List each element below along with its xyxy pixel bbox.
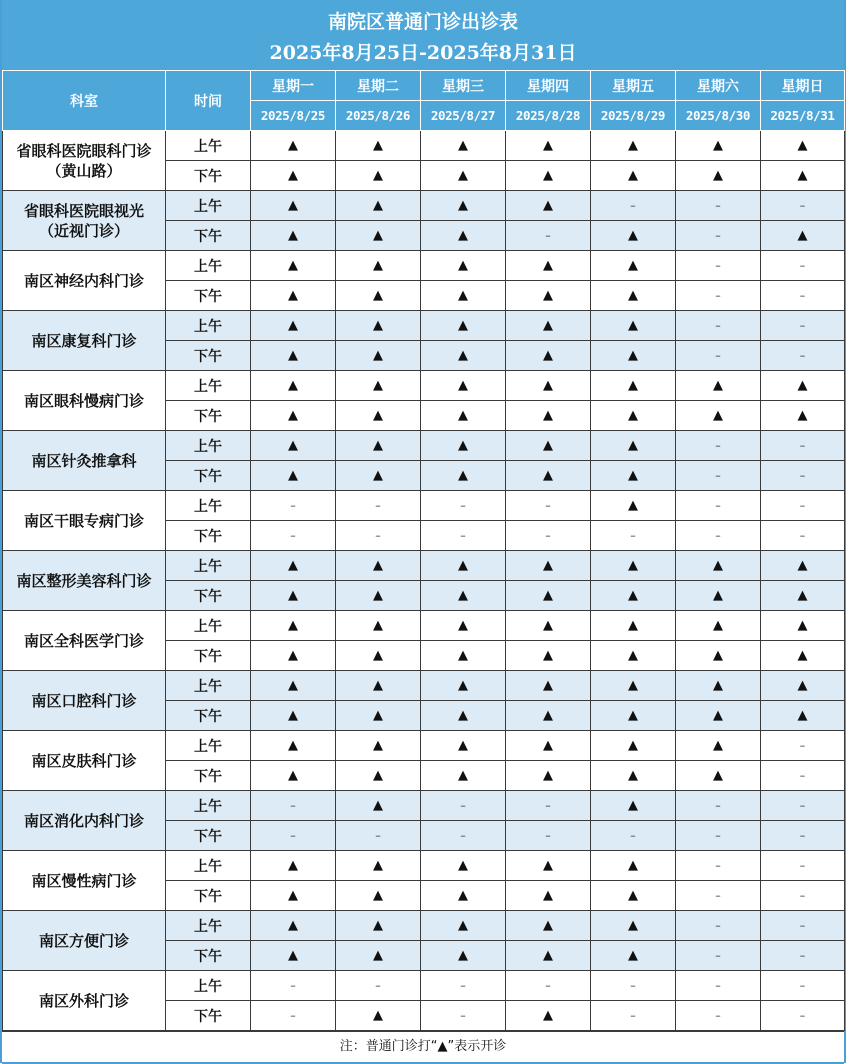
closed-marker: – xyxy=(676,971,761,1001)
open-marker: ▲ xyxy=(336,1001,421,1031)
closed-marker: – xyxy=(761,881,845,911)
open-marker: ▲ xyxy=(251,851,336,881)
open-marker: ▲ xyxy=(591,791,676,821)
open-marker: ▲ xyxy=(421,881,506,911)
open-marker: ▲ xyxy=(591,431,676,461)
period-label: 下午 xyxy=(166,821,251,851)
open-marker: ▲ xyxy=(591,401,676,431)
closed-marker: – xyxy=(676,191,761,221)
open-marker: ▲ xyxy=(506,551,591,581)
period-label: 上午 xyxy=(166,611,251,641)
closed-marker: – xyxy=(506,521,591,551)
open-marker: ▲ xyxy=(421,161,506,191)
closed-marker: – xyxy=(336,521,421,551)
schedule-row xyxy=(3,611,845,641)
period-label: 上午 xyxy=(166,551,251,581)
open-marker: ▲ xyxy=(421,311,506,341)
open-marker: ▲ xyxy=(336,791,421,821)
open-marker: ▲ xyxy=(506,701,591,731)
closed-marker: – xyxy=(676,341,761,371)
schedule-table xyxy=(2,70,845,1031)
open-marker: ▲ xyxy=(336,701,421,731)
closed-marker: – xyxy=(761,251,845,281)
department-name: 南区方便门诊 xyxy=(3,911,166,971)
open-marker: ▲ xyxy=(336,191,421,221)
closed-marker: – xyxy=(676,431,761,461)
open-marker: ▲ xyxy=(506,851,591,881)
open-marker: ▲ xyxy=(251,911,336,941)
open-marker: ▲ xyxy=(591,221,676,251)
open-marker: ▲ xyxy=(506,671,591,701)
open-marker: ▲ xyxy=(251,281,336,311)
open-marker: ▲ xyxy=(336,131,421,161)
department-name: 南区皮肤科门诊 xyxy=(3,731,166,791)
schedule-row xyxy=(3,491,845,521)
closed-marker: – xyxy=(591,821,676,851)
open-marker: ▲ xyxy=(761,221,845,251)
open-marker: ▲ xyxy=(506,641,591,671)
open-marker: ▲ xyxy=(421,611,506,641)
open-marker: ▲ xyxy=(421,641,506,671)
footer-note: 注：普通门诊打“▲”表示开诊 xyxy=(2,1031,844,1064)
closed-marker: – xyxy=(336,821,421,851)
date-header: 2025/8/27 xyxy=(421,101,506,131)
open-marker: ▲ xyxy=(591,461,676,491)
closed-marker: – xyxy=(761,821,845,851)
open-marker: ▲ xyxy=(421,221,506,251)
open-marker: ▲ xyxy=(591,611,676,641)
department-name: 南区眼科慢病门诊 xyxy=(3,371,166,431)
open-marker: ▲ xyxy=(251,611,336,641)
open-marker: ▲ xyxy=(251,941,336,971)
date-header: 2025/8/25 xyxy=(251,101,336,131)
closed-marker: – xyxy=(761,791,845,821)
open-marker: ▲ xyxy=(591,131,676,161)
closed-marker: – xyxy=(421,971,506,1001)
period-label: 下午 xyxy=(166,401,251,431)
open-marker: ▲ xyxy=(591,491,676,521)
open-marker: ▲ xyxy=(336,371,421,401)
weekday-header-row xyxy=(3,71,845,101)
closed-marker: – xyxy=(506,791,591,821)
closed-marker: – xyxy=(676,311,761,341)
closed-marker: – xyxy=(761,281,845,311)
open-marker: ▲ xyxy=(676,551,761,581)
schedule-row xyxy=(3,431,845,461)
open-marker: ▲ xyxy=(336,251,421,281)
open-marker: ▲ xyxy=(506,611,591,641)
department-name: 南区外科门诊 xyxy=(3,971,166,1031)
open-marker: ▲ xyxy=(761,371,845,401)
closed-marker: – xyxy=(676,911,761,941)
department-name: 南区干眼专病门诊 xyxy=(3,491,166,551)
period-label: 上午 xyxy=(166,791,251,821)
date-header: 2025/8/30 xyxy=(676,101,761,131)
open-marker: ▲ xyxy=(251,161,336,191)
open-marker: ▲ xyxy=(421,851,506,881)
period-label: 上午 xyxy=(166,731,251,761)
open-marker: ▲ xyxy=(336,311,421,341)
open-marker: ▲ xyxy=(251,311,336,341)
schedule-row xyxy=(3,551,845,581)
closed-marker: – xyxy=(676,881,761,911)
open-marker: ▲ xyxy=(506,341,591,371)
closed-marker: – xyxy=(761,311,845,341)
closed-marker: – xyxy=(591,971,676,1001)
open-marker: ▲ xyxy=(506,251,591,281)
open-marker: ▲ xyxy=(761,161,845,191)
open-marker: ▲ xyxy=(506,581,591,611)
closed-marker: – xyxy=(761,971,845,1001)
closed-marker: – xyxy=(506,971,591,1001)
open-marker: ▲ xyxy=(421,671,506,701)
period-label: 上午 xyxy=(166,431,251,461)
period-label: 上午 xyxy=(166,251,251,281)
closed-marker: – xyxy=(761,341,845,371)
open-marker: ▲ xyxy=(676,581,761,611)
closed-marker: – xyxy=(761,941,845,971)
open-marker: ▲ xyxy=(591,251,676,281)
open-marker: ▲ xyxy=(336,281,421,311)
open-marker: ▲ xyxy=(761,551,845,581)
open-marker: ▲ xyxy=(506,941,591,971)
closed-marker: – xyxy=(676,521,761,551)
open-marker: ▲ xyxy=(591,911,676,941)
closed-marker: – xyxy=(676,281,761,311)
period-label: 上午 xyxy=(166,971,251,1001)
closed-marker: – xyxy=(336,971,421,1001)
period-label: 上午 xyxy=(166,371,251,401)
department-name: 南区慢性病门诊 xyxy=(3,851,166,911)
open-marker: ▲ xyxy=(591,581,676,611)
closed-marker: – xyxy=(421,791,506,821)
closed-marker: – xyxy=(421,821,506,851)
closed-marker: – xyxy=(761,1001,845,1031)
period-label: 下午 xyxy=(166,1001,251,1031)
open-marker: ▲ xyxy=(251,431,336,461)
closed-marker: – xyxy=(676,221,761,251)
open-marker: ▲ xyxy=(251,581,336,611)
weekday-header: 星期日 xyxy=(761,71,845,101)
schedule-row xyxy=(3,131,845,161)
open-marker: ▲ xyxy=(676,701,761,731)
open-marker: ▲ xyxy=(251,401,336,431)
open-marker: ▲ xyxy=(251,341,336,371)
closed-marker: – xyxy=(591,191,676,221)
period-label: 上午 xyxy=(166,911,251,941)
schedule-row xyxy=(3,851,845,881)
closed-marker: – xyxy=(676,791,761,821)
open-marker: ▲ xyxy=(591,551,676,581)
closed-marker: – xyxy=(336,491,421,521)
open-marker: ▲ xyxy=(506,161,591,191)
open-marker: ▲ xyxy=(336,641,421,671)
open-marker: ▲ xyxy=(336,731,421,761)
closed-marker: – xyxy=(251,521,336,551)
open-marker: ▲ xyxy=(506,761,591,791)
open-marker: ▲ xyxy=(336,221,421,251)
open-marker: ▲ xyxy=(506,371,591,401)
open-marker: ▲ xyxy=(591,341,676,371)
open-marker: ▲ xyxy=(251,671,336,701)
period-label: 下午 xyxy=(166,161,251,191)
period-label: 下午 xyxy=(166,881,251,911)
weekday-header: 星期一 xyxy=(251,71,336,101)
open-marker: ▲ xyxy=(251,881,336,911)
schedule-row xyxy=(3,191,845,221)
date-header: 2025/8/26 xyxy=(336,101,421,131)
dept-header: 科室 xyxy=(3,71,166,131)
department-name: 南区消化内科门诊 xyxy=(3,791,166,851)
open-marker: ▲ xyxy=(336,761,421,791)
open-marker: ▲ xyxy=(506,401,591,431)
page-title: 南院区普通门诊出诊表 xyxy=(327,11,518,33)
department-name: 南区全科医学门诊 xyxy=(3,611,166,671)
open-marker: ▲ xyxy=(761,671,845,701)
weekday-header: 星期四 xyxy=(506,71,591,101)
open-marker: ▲ xyxy=(506,281,591,311)
open-marker: ▲ xyxy=(591,671,676,701)
open-marker: ▲ xyxy=(676,611,761,641)
period-label: 下午 xyxy=(166,281,251,311)
period-label: 下午 xyxy=(166,701,251,731)
open-marker: ▲ xyxy=(336,581,421,611)
closed-marker: – xyxy=(251,791,336,821)
date-header: 2025/8/31 xyxy=(761,101,845,131)
open-marker: ▲ xyxy=(421,941,506,971)
open-marker: ▲ xyxy=(761,581,845,611)
closed-marker: – xyxy=(251,821,336,851)
closed-marker: – xyxy=(761,521,845,551)
schedule-row xyxy=(3,251,845,281)
open-marker: ▲ xyxy=(251,461,336,491)
open-marker: ▲ xyxy=(251,371,336,401)
schedule-row xyxy=(3,671,845,701)
open-marker: ▲ xyxy=(591,731,676,761)
period-label: 下午 xyxy=(166,581,251,611)
open-marker: ▲ xyxy=(336,161,421,191)
open-marker: ▲ xyxy=(421,731,506,761)
closed-marker: – xyxy=(676,491,761,521)
open-marker: ▲ xyxy=(591,161,676,191)
open-marker: ▲ xyxy=(336,461,421,491)
open-marker: ▲ xyxy=(336,851,421,881)
period-label: 下午 xyxy=(166,221,251,251)
open-marker: ▲ xyxy=(421,341,506,371)
schedule-row xyxy=(3,971,845,1001)
department-name: 南区神经内科门诊 xyxy=(3,251,166,311)
closed-marker: – xyxy=(591,521,676,551)
period-label: 下午 xyxy=(166,941,251,971)
open-marker: ▲ xyxy=(676,731,761,761)
open-marker: ▲ xyxy=(251,251,336,281)
open-marker: ▲ xyxy=(591,881,676,911)
open-marker: ▲ xyxy=(591,281,676,311)
open-marker: ▲ xyxy=(591,311,676,341)
open-marker: ▲ xyxy=(591,701,676,731)
closed-marker: – xyxy=(676,941,761,971)
closed-marker: – xyxy=(676,461,761,491)
open-marker: ▲ xyxy=(676,371,761,401)
weekday-header: 星期三 xyxy=(421,71,506,101)
open-marker: ▲ xyxy=(336,551,421,581)
schedule-body xyxy=(3,131,845,1031)
open-marker: ▲ xyxy=(591,941,676,971)
open-marker: ▲ xyxy=(251,551,336,581)
open-marker: ▲ xyxy=(506,731,591,761)
open-marker: ▲ xyxy=(506,311,591,341)
open-marker: ▲ xyxy=(336,431,421,461)
period-label: 上午 xyxy=(166,311,251,341)
open-marker: ▲ xyxy=(676,161,761,191)
period-label: 下午 xyxy=(166,641,251,671)
open-marker: ▲ xyxy=(421,401,506,431)
open-marker: ▲ xyxy=(676,401,761,431)
open-marker: ▲ xyxy=(421,131,506,161)
department-name: 南区整形美容科门诊 xyxy=(3,551,166,611)
closed-marker: – xyxy=(676,851,761,881)
period-label: 下午 xyxy=(166,341,251,371)
closed-marker: – xyxy=(761,461,845,491)
schedule-row xyxy=(3,311,845,341)
department-name: 省眼科医院眼科门诊 （黄山路） xyxy=(3,131,166,191)
date-range: 2025年8月25日-2025年8月31日 xyxy=(269,42,577,64)
open-marker: ▲ xyxy=(761,641,845,671)
title-banner xyxy=(2,0,844,72)
open-marker: ▲ xyxy=(421,251,506,281)
open-marker: ▲ xyxy=(251,701,336,731)
weekday-header: 星期六 xyxy=(676,71,761,101)
open-marker: ▲ xyxy=(421,281,506,311)
open-marker: ▲ xyxy=(421,371,506,401)
schedule-row xyxy=(3,731,845,761)
closed-marker: – xyxy=(251,1001,336,1031)
closed-marker: – xyxy=(676,821,761,851)
period-label: 上午 xyxy=(166,491,251,521)
open-marker: ▲ xyxy=(336,911,421,941)
open-marker: ▲ xyxy=(336,671,421,701)
open-marker: ▲ xyxy=(251,131,336,161)
open-marker: ▲ xyxy=(591,641,676,671)
weekday-header: 星期二 xyxy=(336,71,421,101)
open-marker: ▲ xyxy=(761,401,845,431)
closed-marker: – xyxy=(506,221,591,251)
open-marker: ▲ xyxy=(421,701,506,731)
open-marker: ▲ xyxy=(591,761,676,791)
open-marker: ▲ xyxy=(336,941,421,971)
closed-marker: – xyxy=(251,491,336,521)
period-label: 下午 xyxy=(166,521,251,551)
closed-marker: – xyxy=(421,521,506,551)
schedule-row xyxy=(3,791,845,821)
period-label: 上午 xyxy=(166,131,251,161)
open-marker: ▲ xyxy=(591,851,676,881)
date-header: 2025/8/28 xyxy=(506,101,591,131)
closed-marker: – xyxy=(761,851,845,881)
closed-marker: – xyxy=(506,821,591,851)
open-marker: ▲ xyxy=(506,1001,591,1031)
open-marker: ▲ xyxy=(336,881,421,911)
open-marker: ▲ xyxy=(421,551,506,581)
department-name: 南区康复科门诊 xyxy=(3,311,166,371)
open-marker: ▲ xyxy=(421,431,506,461)
closed-marker: – xyxy=(506,491,591,521)
closed-marker: – xyxy=(761,431,845,461)
open-marker: ▲ xyxy=(761,611,845,641)
open-marker: ▲ xyxy=(421,761,506,791)
period-label: 上午 xyxy=(166,671,251,701)
open-marker: ▲ xyxy=(506,431,591,461)
open-marker: ▲ xyxy=(506,461,591,491)
closed-marker: – xyxy=(761,911,845,941)
period-label: 下午 xyxy=(166,461,251,491)
closed-marker: – xyxy=(676,1001,761,1031)
open-marker: ▲ xyxy=(336,401,421,431)
closed-marker: – xyxy=(761,191,845,221)
open-marker: ▲ xyxy=(591,371,676,401)
weekday-header: 星期五 xyxy=(591,71,676,101)
schedule-row xyxy=(3,371,845,401)
open-marker: ▲ xyxy=(676,131,761,161)
open-marker: ▲ xyxy=(506,131,591,161)
open-marker: ▲ xyxy=(676,761,761,791)
open-marker: ▲ xyxy=(761,701,845,731)
open-marker: ▲ xyxy=(251,221,336,251)
period-label: 下午 xyxy=(166,761,251,791)
date-header: 2025/8/29 xyxy=(591,101,676,131)
time-header: 时间 xyxy=(166,71,251,131)
closed-marker: – xyxy=(421,1001,506,1031)
open-marker: ▲ xyxy=(251,641,336,671)
department-name: 南区针灸推拿科 xyxy=(3,431,166,491)
open-marker: ▲ xyxy=(421,461,506,491)
department-name: 省眼科医院眼视光 （近视门诊） xyxy=(3,191,166,251)
open-marker: ▲ xyxy=(251,191,336,221)
schedule-row xyxy=(3,911,845,941)
open-marker: ▲ xyxy=(421,911,506,941)
closed-marker: – xyxy=(591,1001,676,1031)
open-marker: ▲ xyxy=(251,731,336,761)
period-label: 上午 xyxy=(166,191,251,221)
open-marker: ▲ xyxy=(251,761,336,791)
closed-marker: – xyxy=(761,761,845,791)
closed-marker: – xyxy=(251,971,336,1001)
closed-marker: – xyxy=(676,251,761,281)
open-marker: ▲ xyxy=(676,671,761,701)
open-marker: ▲ xyxy=(336,611,421,641)
open-marker: ▲ xyxy=(336,341,421,371)
closed-marker: – xyxy=(421,491,506,521)
closed-marker: – xyxy=(761,491,845,521)
open-marker: ▲ xyxy=(506,881,591,911)
period-label: 上午 xyxy=(166,851,251,881)
open-marker: ▲ xyxy=(421,581,506,611)
department-name: 南区口腔科门诊 xyxy=(3,671,166,731)
open-marker: ▲ xyxy=(506,191,591,221)
closed-marker: – xyxy=(761,731,845,761)
open-marker: ▲ xyxy=(676,641,761,671)
open-marker: ▲ xyxy=(506,911,591,941)
open-marker: ▲ xyxy=(761,131,845,161)
open-marker: ▲ xyxy=(421,191,506,221)
